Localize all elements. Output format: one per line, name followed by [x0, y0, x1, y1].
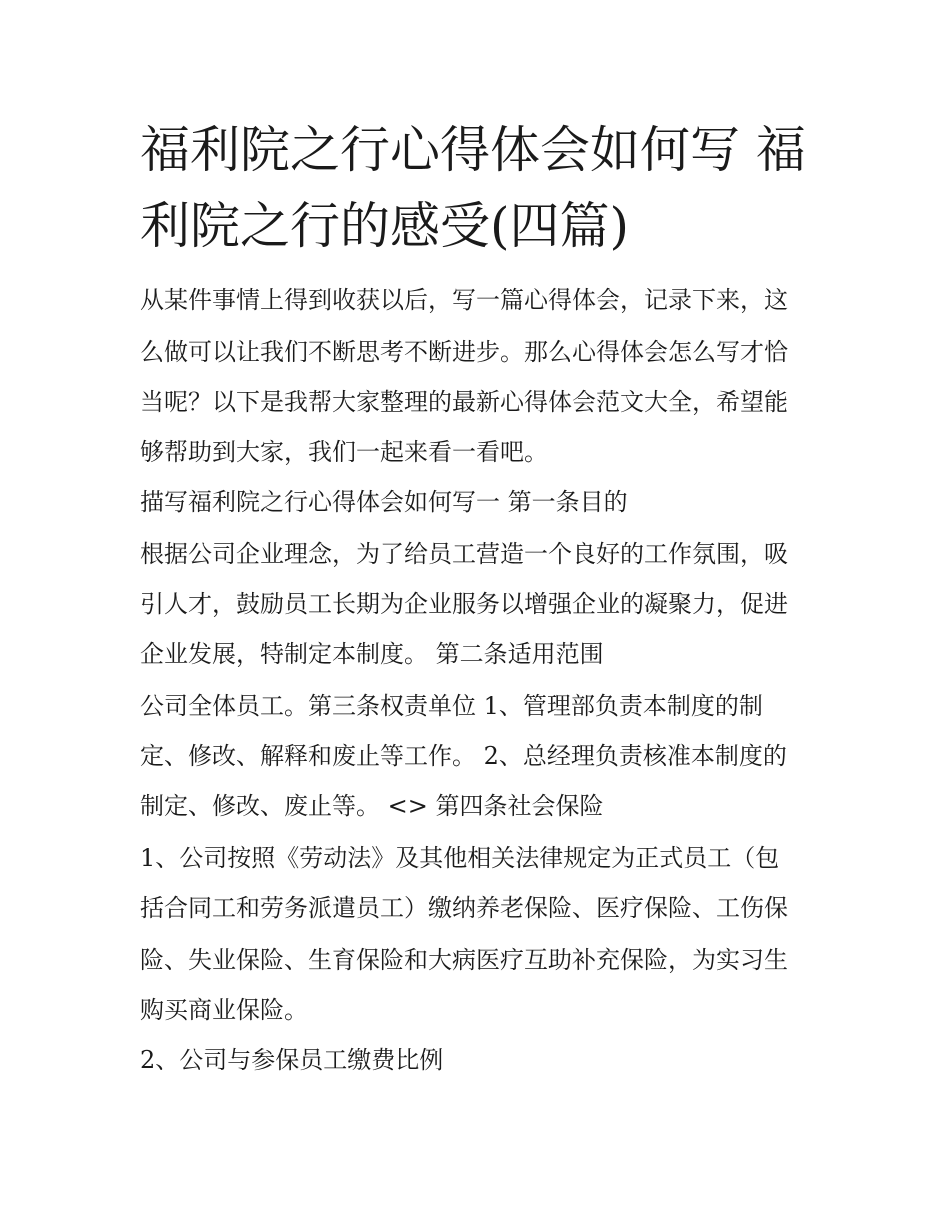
body-line: 购买商业保险。 [140, 996, 308, 1024]
body-line: 根据公司企业理念，为了给员工营造一个良好的工作氛围，吸 [140, 540, 788, 568]
body-line: 引人才，鼓励员工长期为企业服务以增强企业的凝聚力，促进 [140, 590, 788, 618]
body-line: 2、公司与参保员工缴费比例 [140, 1046, 444, 1074]
body-line: 1、公司按照《劳动法》及其他相关法律规定为正式员工（包 [140, 844, 780, 872]
title-line-2: 利院之行的感受(四篇) [140, 197, 630, 255]
body-line: 公司全体员工。第三条权责单位 1、管理部负责本制度的制 [140, 692, 763, 720]
title-line-1: 福利院之行心得体会如何写 福 [140, 121, 806, 179]
document-title [140, 112, 820, 264]
body-line: 当呢？以下是我帮大家整理的最新心得体会范文大全，希望能 [140, 388, 788, 416]
body-line: 么做可以让我们不断思考不断进步。那么心得体会怎么写才恰 [140, 338, 788, 366]
body-line: 从某件事情上得到收获以后，写一篇心得体会，记录下来，这 [140, 286, 788, 314]
body-line: 企业发展，特制定本制度。 第二条适用范围 [140, 640, 604, 668]
body-line: 够帮助到大家，我们一起来看一看吧。 [140, 438, 548, 466]
body-line: 制定、修改、废止等。 <> 第四条社会保险 [140, 792, 604, 820]
body-line: 定、修改、解释和废止等工作。 2、总经理负责核准本制度的 [140, 742, 787, 770]
body-line: 险、失业保险、生育保险和大病医疗互助补充保险，为实习生 [140, 946, 788, 974]
body-line: 括合同工和劳务派遣员工）缴纳养老保险、医疗保险、工伤保 [140, 894, 788, 922]
section-heading-line: 描写福利院之行心得体会如何写一 第一条目的 [140, 488, 628, 516]
